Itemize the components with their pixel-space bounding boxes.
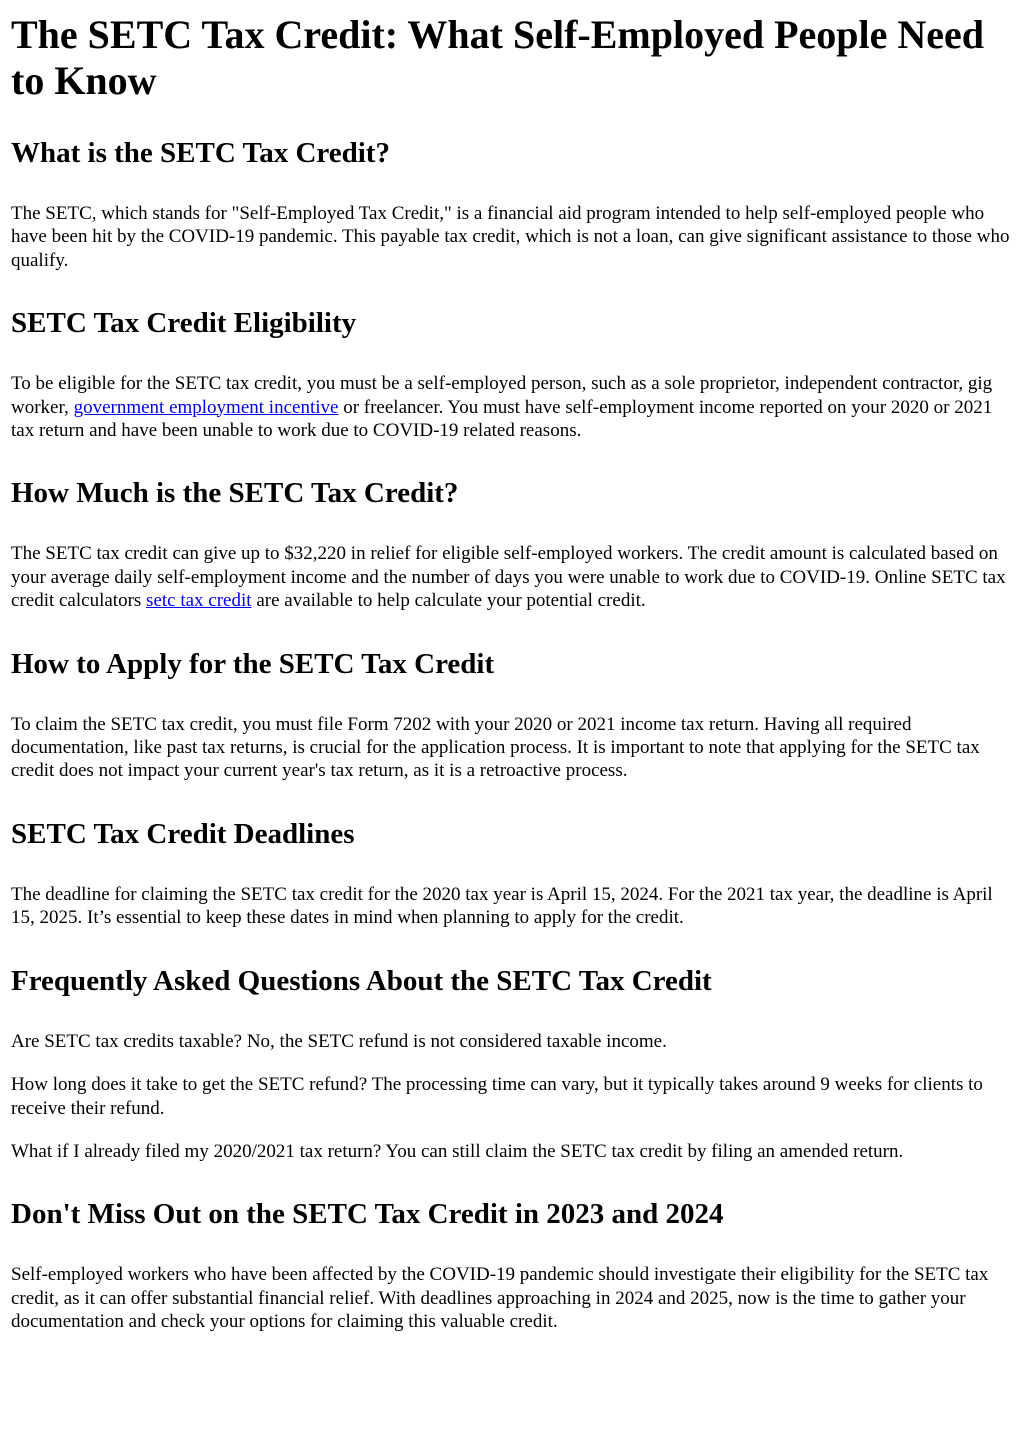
section-paragraph-how-much [11,542,1013,612]
faq-item-refund-time: How long does it take to get the SETC refund? The processing time can vary, but it typically takes around 9 weeks for clients to receive their refund. [11,1074,983,1119]
section-heading-what-is: What is the SETC Tax Credit? [11,137,390,169]
section-paragraph-eligibility [11,372,1013,442]
how-much-text-after-link: are available to help calculate your potential credit. [251,590,646,612]
section-heading-dont-miss-out: Don't Miss Out on the SETC Tax Credit in 2023 and 2024 [11,1198,724,1231]
section-heading-deadlines: SETC Tax Credit Deadlines [11,817,355,850]
faq-item-taxable: Are SETC tax credits taxable? No, the SETC refund is not considered taxable income. [11,1030,667,1052]
section-heading-how-much: How Much is the SETC Tax Credit? [11,477,459,510]
section-heading-faq: Frequently Asked Questions About the SETC Tax Credit [11,964,712,997]
page-title: The SETC Tax Credit: What Self-Employed People Need to Know [11,12,985,103]
section-heading-how-to-apply: How to Apply for the SETC Tax Credit [11,647,495,680]
how-much-text-before-link: The SETC tax credit can give up to $32,220 in relief for eligible self-employed workers. The credit amount is calculated based on your average daily self-employment income and the number of days you were unable to work due to COVID-19. Online SETC tax credit calculators [11,543,1006,612]
section-heading-eligibility: SETC Tax Credit Eligibility [11,307,357,340]
government-employment-incentive-link[interactable]: government employment incentive [73,396,339,418]
section-paragraph-what-is: The SETC, which stands for "Self-Employed Tax Credit," is a financial aid program intended to help self-employed people who have been hit by the COVID-19 pandemic. This payable tax credit, which is not a loan, can give significant assistance to those who qualify. [11,203,1010,271]
faq-item-already-filed: What if I already filed my 2020/2021 tax return? You can still claim the SETC tax credit by filing an amended return. [11,1140,904,1162]
eligibility-text-before-link: To be eligible for the SETC tax credit, you must be a self-employed person, such as a sole proprietor, independent contractor, gig worker, [11,373,993,418]
section-paragraph-deadlines: The deadline for claiming the SETC tax credit for the 2020 tax year is April 15, 2024. For the 2021 tax year, the deadline is April 15, 2025. It’s essential to keep these dates in mind when planning to apply for the credit. [11,883,993,929]
section-paragraph-how-to-apply: To claim the SETC tax credit, you must file Form 7202 with your 2020 or 2021 income tax return. Having all required documentation, like past tax returns, is crucial for the application process. It is important to note that applying for the SETC tax credit does not impact your current year's tax return, as it is a retroactive process. [11,713,980,782]
setc-tax-credit-link[interactable]: setc tax credit [146,590,252,612]
section-paragraph-dont-miss-out: Self-employed workers who have been affected by the COVID-19 pandemic should investigate their eligibility for the SETC tax credit, as it can offer substantial financial relief. With deadlines approaching in 2024 and 2025, now is the time to gather your documentation and check your options for claiming this valuable credit. [11,1264,989,1333]
eligibility-text-after-link: or freelancer. You must have self-employment income reported on your 2020 or 2021 tax return and have been unable to work due to COVID-19 related reasons. [11,396,993,442]
